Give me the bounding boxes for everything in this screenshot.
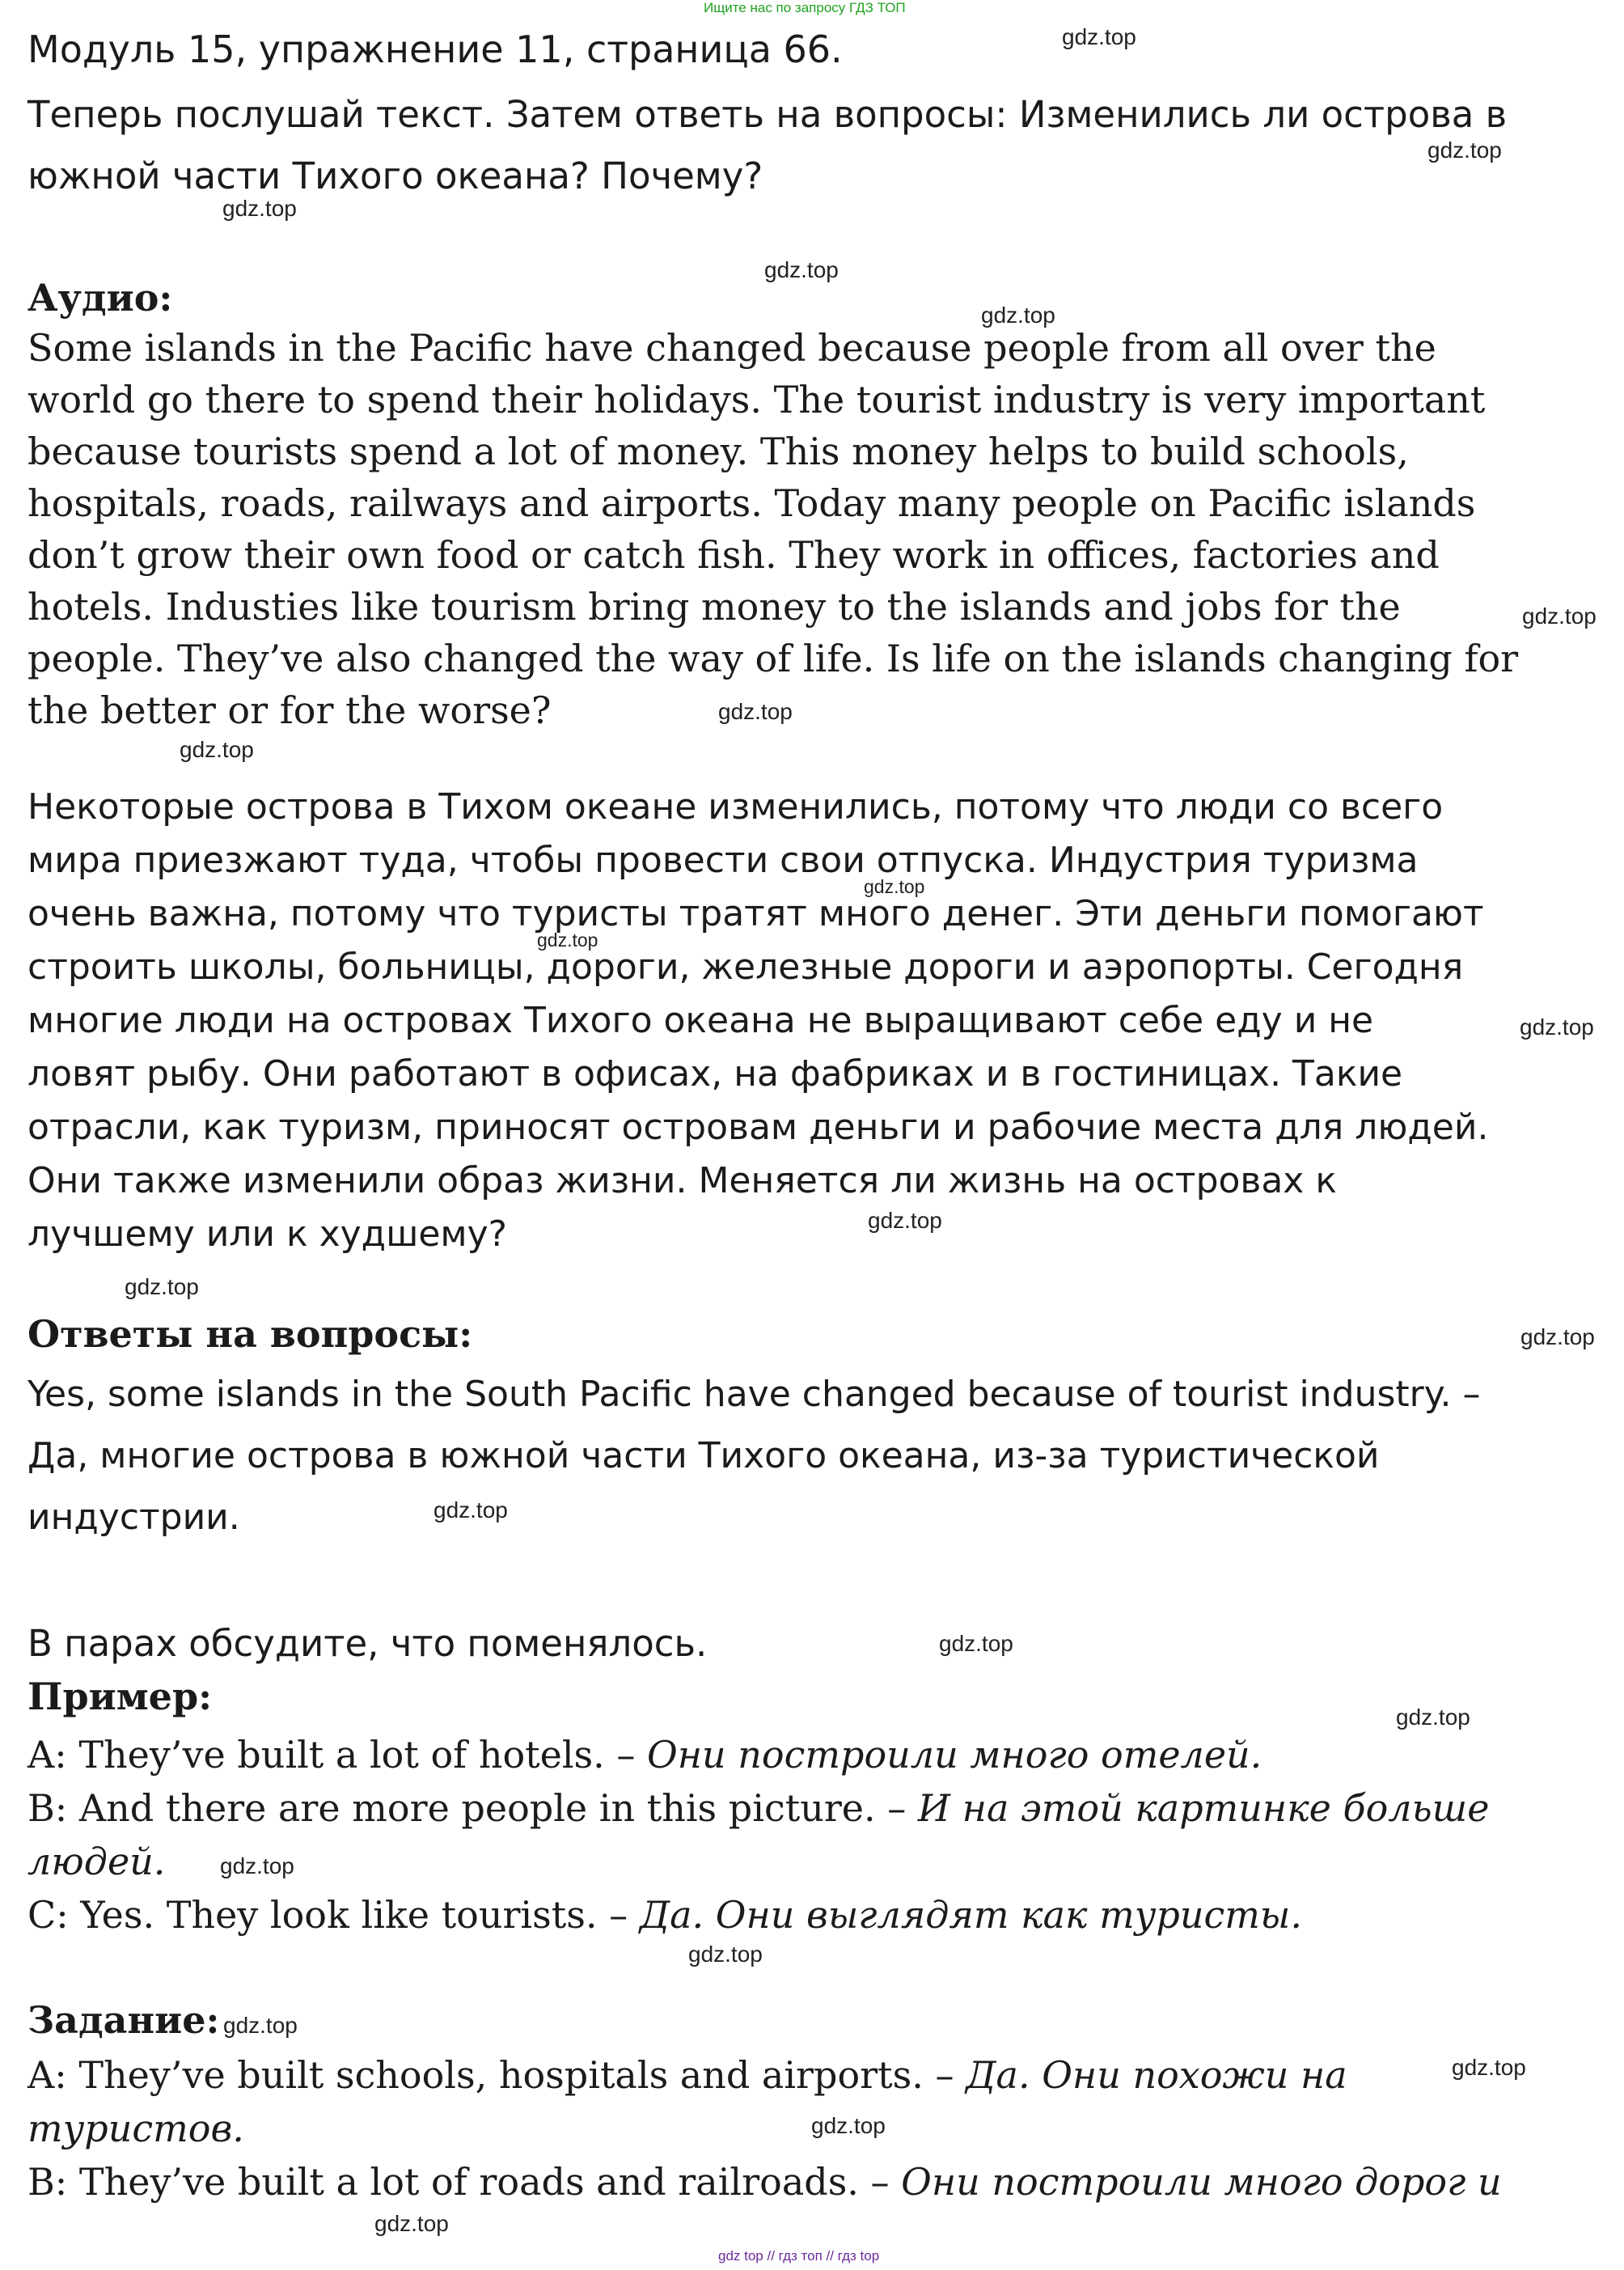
task-dialog [27,2048,1502,2209]
watermark: gdz.top [1062,24,1136,49]
watermark: gdz.top [1452,2055,1526,2080]
text-line: people. They’ve also changed the way of life. Is life on the islands changing for [27,637,1519,680]
audio-russian-text [27,781,1488,1261]
example-dialog [27,1728,1489,1942]
watermark: gdz.top [180,737,254,762]
watermark: gdz.top [223,2013,298,2038]
watermark: gdz.top [433,1497,508,1523]
instruction-line: Теперь послушай текст. Затем ответь на вопросы: Изменились ли острова в [27,93,1508,136]
footer-note: gdz top // гдз топ // гдз top [718,2248,880,2264]
watermark: gdz.top [868,1208,942,1233]
audio-heading: Аудио: [27,276,173,320]
top-search-note: Ищите нас по запросу ГДЗ ТОП [704,0,906,15]
answers-text [27,1364,1480,1548]
text-line: индустрии. [27,1497,240,1538]
text-line: the better or for the worse? [27,688,552,732]
text-line: ловят рыбу. Они работают в офисах, на фабриках и в гостиницах. Такие [27,1053,1403,1095]
example-heading: Пример: [27,1675,213,1718]
text-line: Они также изменили образ жизни. Меняется ли жизнь на островах к [27,1160,1337,1201]
text-line: Yes, some islands in the South Pacific have changed because of tourist industry. – [27,1374,1481,1415]
text-line: hotels. Industies like tourism bring money to the islands and jobs for the [27,585,1401,629]
watermark: gdz.top [222,196,297,221]
watermark: gdz.top [811,2113,886,2138]
instruction [27,84,1507,207]
text-line: очень важна, потому что туристы тратят много денег. Эти деньги помогают [27,893,1484,934]
watermark: gdz.top [1396,1705,1470,1730]
watermark: gdz.top [764,257,839,282]
text-line: мира приезжают туда, чтобы провести свои отпуска. Индустрия туризма [27,840,1419,881]
watermark: gdz.top [537,930,598,951]
dialog-line-a-cont: туристов. [27,2107,244,2150]
text-line: лучшему или к худшему? [27,1213,507,1255]
dialog-line-b: B: They’ve built a lot of roads and railroads. – Они построили много дорог и [27,2160,1502,2204]
watermark: gdz.top [1522,603,1597,629]
task-heading: Задание: [27,1998,220,2042]
text-line: because tourists spend a lot of money. This money helps to build schools, [27,430,1409,473]
page-title: Модуль 15, упражнение 11, страница 66. [27,28,843,71]
text-line: Да, многие острова в южной части Тихого океана, из-за туристической [27,1435,1380,1476]
watermark: gdz.top [688,1942,763,1967]
audio-english-text [27,322,1518,736]
text-line: отрасли, как туризм, приносят островам деньги и рабочие места для людей. [27,1107,1489,1148]
watermark: gdz.top [1427,138,1502,163]
answers-heading: Ответы на вопросы: [27,1312,473,1356]
watermark: gdz.top [125,1274,199,1299]
watermark: gdz.top [864,876,925,897]
watermark: gdz.top [374,2211,449,2236]
dialog-line-b-cont: людей. [27,1840,166,1883]
watermark: gdz.top [220,1853,294,1878]
text-line: строить школы, больницы, дороги, железные дороги и аэропорты. Сегодня [27,947,1464,988]
dialog-line-a: A: They’ve built schools, hospitals and airports. – Да. Они похожи на [27,2053,1347,2097]
text-line: don’t grow their own food or catch fish. They work in offices, factories and [27,533,1440,577]
text-line: Some islands in the Pacific have changed because people from all over the [27,326,1436,370]
watermark: gdz.top [718,699,793,724]
dialog-line-a: A: They’ve built a lot of hotels. – Они построили много отелей. [27,1733,1262,1777]
watermark: gdz.top [1520,1014,1594,1040]
text-line: world go there to spend their holidays. The tourist industry is very important [27,378,1486,421]
dialog-line-b: B: And there are more people in this picture. – И на этой картинке больше [27,1786,1490,1830]
pairs-instruction: В парах обсудите, что поменялось. [27,1622,708,1665]
text-line: hospitals, roads, railways and airports. Today many people on Pacific islands [27,481,1476,525]
instruction-line: южной части Тихого океана? Почему? [27,155,763,197]
watermark: gdz.top [939,1631,1013,1656]
dialog-line-c: C: Yes. They look like tourists. – Да. Они выглядят как туристы. [27,1893,1302,1937]
text-line: многие люди на островах Тихого океана не выращивают себе еду и не [27,1000,1374,1041]
watermark: gdz.top [981,303,1055,328]
watermark: gdz.top [1520,1324,1595,1349]
text-line: Некоторые острова в Тихом океане изменились, потому что люди со всего [27,786,1444,828]
